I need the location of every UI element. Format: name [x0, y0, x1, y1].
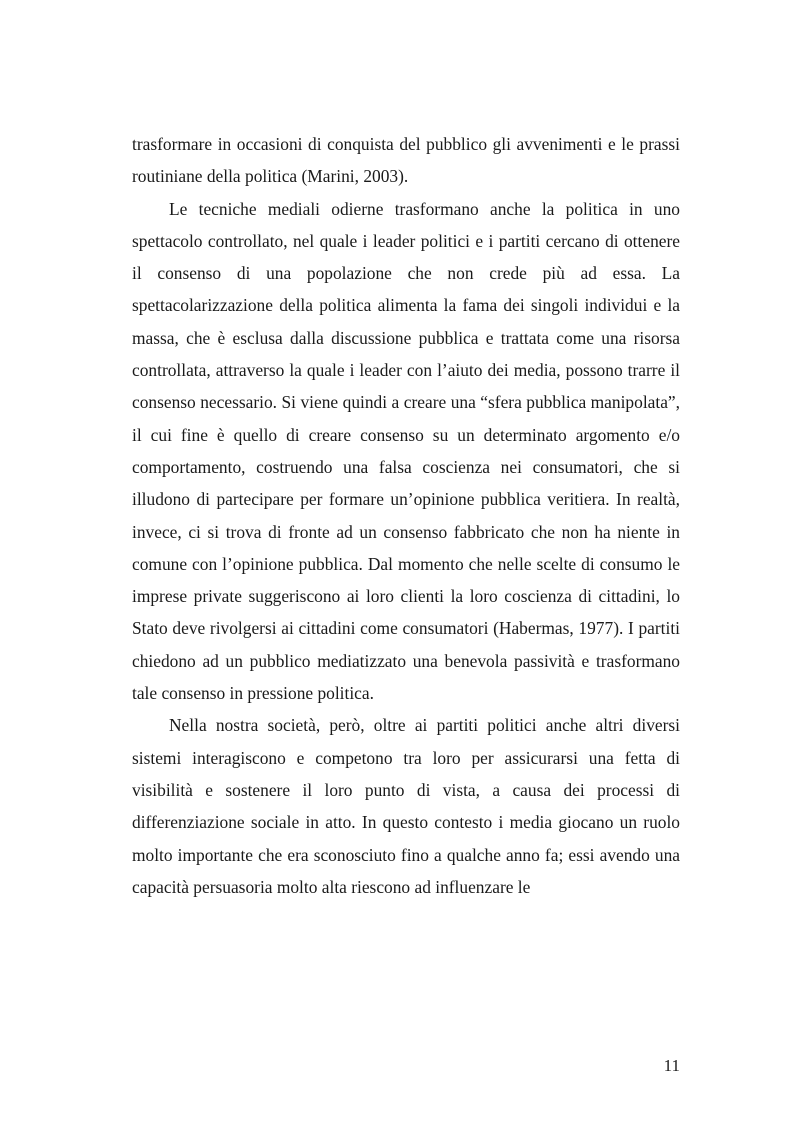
paragraph-continuation: trasformare in occasioni di conquista del pubblico gli avvenimenti e le prassi routiniane della politica (Marini, 2003). — [132, 134, 680, 187]
paragraph-media-techniques: Le tecniche mediali odierne trasformano anche la politica in uno spettacolo controllato, nel quale i leader politici e i partiti cercano di ottenere il consenso di una popolazione che non crede più ad essa. La spettacolarizzazione della politica alimenta la fama dei singoli individui e la massa, che è esclusa dalla discussione pubblica e trattata come una risorsa controllata, attraverso la quale i leader con l’aiuto dei media, possono trarre il consenso necessario. Si viene quindi a creare una “sfera pubblica manipolata”, il cui fine è quello di creare consenso su un determinato argomento e/o comportamento, costruendo una falsa coscienza nei consumatori, che si illudono di partecipare per formare un’opinione pubblica veritiera. In realtà, invece, ci si trova di fronte ad un consenso fabbricato che non ha niente in comune con l’opinione pubblica. Dal momento che nelle scelte di consumo le imprese private suggeriscono ai loro clienti la loro coscienza di cittadini, lo Stato deve rivolgersi ai cittadini come consumatori (Habermas, 1977). I partiti chiedono ad un pubblico mediatizzato una benevola passività e trasformano tale consenso in pressione politica. — [132, 198, 680, 704]
paragraph-social-systems: Nella nostra società, però, oltre ai partiti politici anche altri diversi sistemi interagiscono e competono tra loro per assicurarsi una fetta di visibilità e sostenere il loro punto di vista, a causa dei processi di differenziazione sociale in atto. In questo contesto i media giocano un ruolo molto importante che era sconosciuto fino a qualche anno fa; essi avendo una capacità persuasoria molto alta riescono ad influenzare le — [132, 715, 680, 897]
body-text — [132, 128, 680, 903]
page-number: 11 — [663, 1056, 680, 1075]
